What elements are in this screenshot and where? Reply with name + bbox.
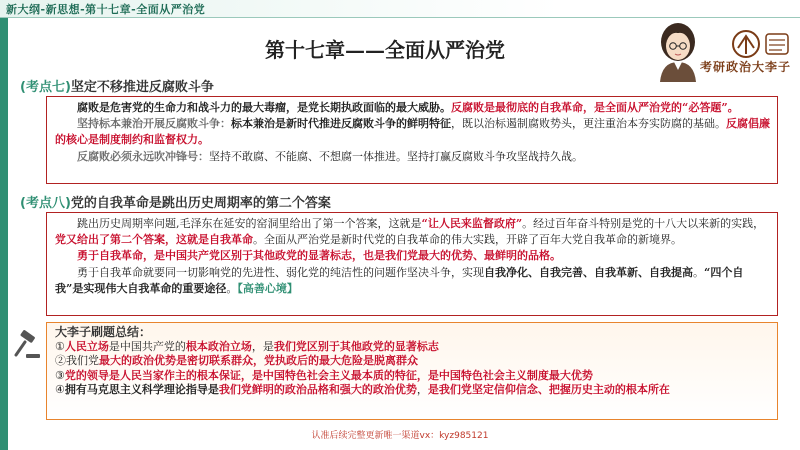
section-8-heading: [20, 192, 780, 211]
footer-watermark: 认准后续完整更新唯一渠道vx：kyz985121: [311, 431, 489, 441]
summary-heading: 大李子刷题总结：: [55, 325, 152, 339]
section-7-box: [46, 96, 778, 184]
summary-item-3: [55, 369, 771, 384]
item-number: ①: [55, 339, 65, 353]
section-8-title: 党的自我革命是跳出历史周期率的第二个答案: [70, 196, 331, 211]
item-number: ②: [55, 354, 66, 368]
section-7-line-1: [55, 100, 771, 116]
section-7-number: (考点七): [20, 80, 71, 95]
section-8-box: [46, 212, 778, 316]
gavel-icon: [12, 330, 42, 360]
point-label: 反腐败必须永远吹冲锋号：: [77, 149, 209, 163]
text-emphasis: 反腐倡廉的核心是制度制约和监督权力。: [55, 117, 770, 147]
left-accent-strip: [0, 18, 8, 450]
text-normal: ，既以治标遏制腐败势头，更注重治本夯实防腐的基础。: [451, 117, 726, 131]
text-emphasis: 勇于自我革命，是中国共产党区别于其他政党的显著标志，也是我们党最大的优势、最鲜明的品格。: [77, 249, 561, 263]
section-7-heading: [20, 76, 780, 95]
text-normal: 。: [693, 265, 704, 279]
summary-item-2: [55, 354, 771, 369]
text-bold: 拥有马克思主义科学理论指导是: [64, 383, 219, 397]
text-emphasis: 反腐败是最彻底的自我革命，是全面从严治党的“必答题”。: [451, 101, 739, 114]
item-number: ④: [55, 383, 65, 397]
teacher-avatar-icon: [648, 18, 708, 82]
text-emphasis: 最大的政治优势是密切联系群众，党执政后的最大危险是脱离群众: [99, 354, 418, 368]
text-bold: 自我净化、自我完善、自我革新、自我提高: [484, 265, 693, 279]
text-emphasis: 党的领导是人民当家作主的根本保证，: [64, 368, 252, 382]
point-label: 坚持标本兼治开展反腐败斗争：: [77, 117, 231, 131]
top-breadcrumb-bar: [0, 0, 800, 18]
brand-logo-text: 考研政治大李子: [700, 60, 792, 74]
text-normal: 。全面从严治党是新时代党的自我革命的伟大实践，开辟了百年大党自我革命的新境界。: [253, 233, 682, 247]
text-emphasis: 我们党鲜明的政治品格和强大的政治优势: [218, 383, 417, 397]
text-normal: 。经过百年奋斗特别是党的十八大以来新的实践，: [522, 217, 765, 230]
text-normal: ，: [416, 383, 428, 397]
text-emphasis: 党又给出了第二个答案，这就是自我革命: [55, 233, 253, 247]
text-normal: 是中国共产党的: [108, 339, 186, 353]
page-title: 第十七章——全面从严治党: [265, 38, 505, 62]
text-normal: 坚持不敢腐、不能腐、不想腐一体推进。坚持打赢反腐败斗争攻坚战持久战。: [209, 149, 583, 163]
summary-item-1: [55, 340, 771, 355]
section-8-number: (考点八): [20, 196, 71, 211]
section-8-paragraph-3: [55, 265, 771, 297]
summary-box: [46, 322, 778, 420]
text-emphasis: 人民立场: [64, 339, 109, 353]
item-number: ③: [55, 368, 65, 382]
text-normal: 。: [226, 281, 238, 295]
text-emphasis: 是我们党坚定信仰信念、把握历史主动的根本所在: [427, 383, 670, 397]
summary-item-4: [55, 383, 771, 398]
text-normal: 我们党: [66, 354, 99, 368]
text-bold: “四个自我”是实现伟大自我革命的重要途径: [55, 265, 744, 295]
section-8-paragraph-2: [55, 248, 771, 264]
section-7-title: 坚定不移推进反腐败斗争: [70, 80, 214, 95]
text-normal: 跳出历史周期率问题,毛泽东在延安的窑洞里给出了第一个答案，这就是: [77, 217, 422, 230]
section-7-line-3: [55, 149, 771, 165]
text-bold: 标本兼治是新时代推进反腐败斗争的鲜明特征: [231, 117, 451, 131]
text-normal: ，是: [251, 339, 274, 353]
text-normal: 勇于自我革命就要同一切影响党的先进性、弱化党的纯洁性的问题作坚决斗争，实现: [77, 265, 484, 279]
section-8-paragraph-1: [55, 216, 771, 248]
text-emphasis: 我们党区别于其他政党的显著标志: [273, 339, 439, 353]
text-emphasis: 根本政治立场: [185, 339, 252, 353]
breadcrumb: 新大纲-新思想-第十七章-全面从严治党: [6, 3, 206, 16]
text-emphasis: 是中国特色社会主义最本质的特征，是中国特色社会主义制度最大优势: [251, 368, 593, 382]
section-7-line-2: [55, 116, 771, 148]
source-tag: 【高善心境】: [237, 281, 298, 295]
text-emphasis: “让人民来监督政府”: [421, 217, 523, 230]
text-bold: 腐败是危害党的生命力和战斗力的最大毒瘤，是党长期执政面临的最大威胁。: [77, 101, 451, 114]
